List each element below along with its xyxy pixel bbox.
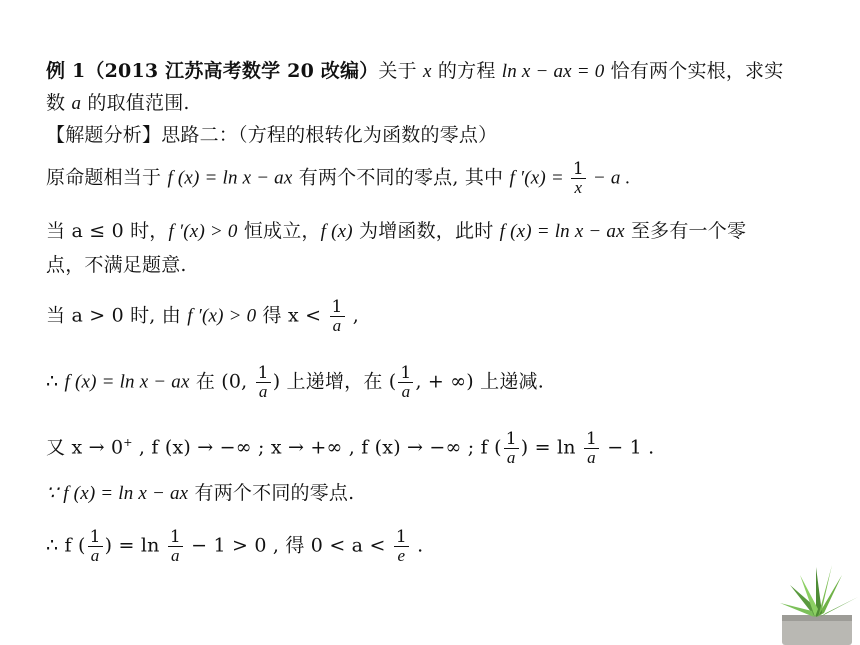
problem-text: 数 — [46, 92, 72, 114]
numerator: 1 — [331, 297, 343, 317]
numerator: 1 — [505, 429, 517, 449]
denominator: a — [256, 382, 271, 401]
numerator: 1 — [89, 527, 101, 547]
problem-text: 的方程 — [431, 60, 502, 82]
numerator: 1 — [585, 429, 597, 449]
text: 为增函数，此时 — [352, 220, 500, 242]
numerator: 1 — [257, 363, 269, 383]
numerator: 1 — [395, 527, 407, 547]
solution-line-4 — [46, 364, 544, 401]
numerator: 1 — [400, 363, 412, 383]
text: , — [346, 304, 360, 327]
analysis-header: 【解题分析】思路二：（方程的根转化为函数的零点） — [46, 124, 498, 146]
text: 有两个不同的零点. — [188, 482, 355, 504]
function-def: f (x) = ln x − ax — [64, 371, 190, 393]
problem-text: 关于 — [378, 60, 424, 82]
solution-line-5 — [46, 430, 654, 467]
solution-line-2 — [46, 218, 746, 245]
text: − a . — [587, 167, 631, 189]
fraction — [330, 298, 345, 335]
equation: ln x − ax = 0 — [501, 61, 605, 82]
denominator: a — [504, 448, 519, 467]
condition: f ′(x) > 0 — [187, 305, 257, 327]
solution-line-6 — [46, 480, 354, 507]
text: ∴ — [46, 370, 65, 393]
fraction — [256, 364, 271, 401]
solution-line-3 — [46, 298, 359, 335]
succulent-plant-icon — [760, 545, 860, 645]
text: 当 a > 0 时, 由 — [46, 304, 188, 327]
text: 恒成立， — [237, 220, 321, 242]
var-x: x — [423, 61, 432, 82]
denominator: a — [330, 316, 345, 335]
numerator: 1 — [169, 527, 181, 547]
denominator: e — [394, 546, 409, 565]
fraction — [394, 528, 409, 565]
problem-text: 的取值范围. — [81, 92, 190, 114]
text: 有两个不同的零点, 其中 — [292, 166, 510, 189]
fraction — [584, 430, 599, 467]
text: 当 a ≤ 0 时， — [46, 220, 169, 242]
text: . — [410, 534, 424, 557]
problem-text: 恰有两个实根，求实 — [604, 60, 784, 82]
problem-label: 例 1（2013 江苏高考数学 20 改编） — [46, 60, 379, 82]
solution-line-7 — [46, 528, 423, 565]
text: 在 (0, — [189, 370, 254, 393]
text: ∴ f ( — [46, 534, 86, 557]
numerator: 1 — [572, 159, 584, 179]
superscript: + — [123, 436, 133, 450]
denominator: a — [88, 546, 103, 565]
function: f (x) — [320, 221, 353, 242]
text: ) = ln — [520, 436, 582, 459]
derivative: f ′(x) = — [509, 167, 569, 189]
problem-line-2 — [46, 90, 190, 117]
function-def: f (x) = ln x − ax — [167, 167, 293, 189]
text: ) 上递增，在 ( — [272, 370, 397, 393]
denominator: a — [168, 546, 183, 565]
solution-line-1 — [46, 160, 630, 197]
var-a: a — [71, 93, 82, 114]
function-def: f (x) = ln x − ax — [499, 221, 625, 242]
text: 至多有一个零 — [624, 220, 747, 242]
denominator: x — [571, 178, 586, 197]
fraction — [571, 160, 586, 197]
fraction — [168, 528, 183, 565]
fraction — [398, 364, 413, 401]
text: ) = ln — [104, 534, 166, 557]
denominator: a — [584, 448, 599, 467]
solution-line-2b: 点，不满足题意. — [46, 254, 187, 276]
text: − 1 > 0 , 得 0 < a < — [184, 534, 392, 557]
fraction — [504, 430, 519, 467]
text: , + ∞) 上递减. — [415, 370, 544, 393]
text: 原命题相当于 — [46, 166, 168, 189]
fraction — [88, 528, 103, 565]
problem-line-1 — [46, 58, 783, 85]
text: 又 x → 0 — [46, 436, 124, 459]
text: 得 x < — [256, 304, 328, 327]
denominator: a — [398, 382, 413, 401]
condition: f ′(x) > 0 — [168, 221, 238, 242]
text: − 1 . — [600, 436, 655, 459]
text: ∵ f (x) = ln x − ax — [46, 483, 189, 504]
text: , f (x) → −∞ ; x → +∞ , f (x) → −∞ ; f ( — [132, 436, 502, 459]
